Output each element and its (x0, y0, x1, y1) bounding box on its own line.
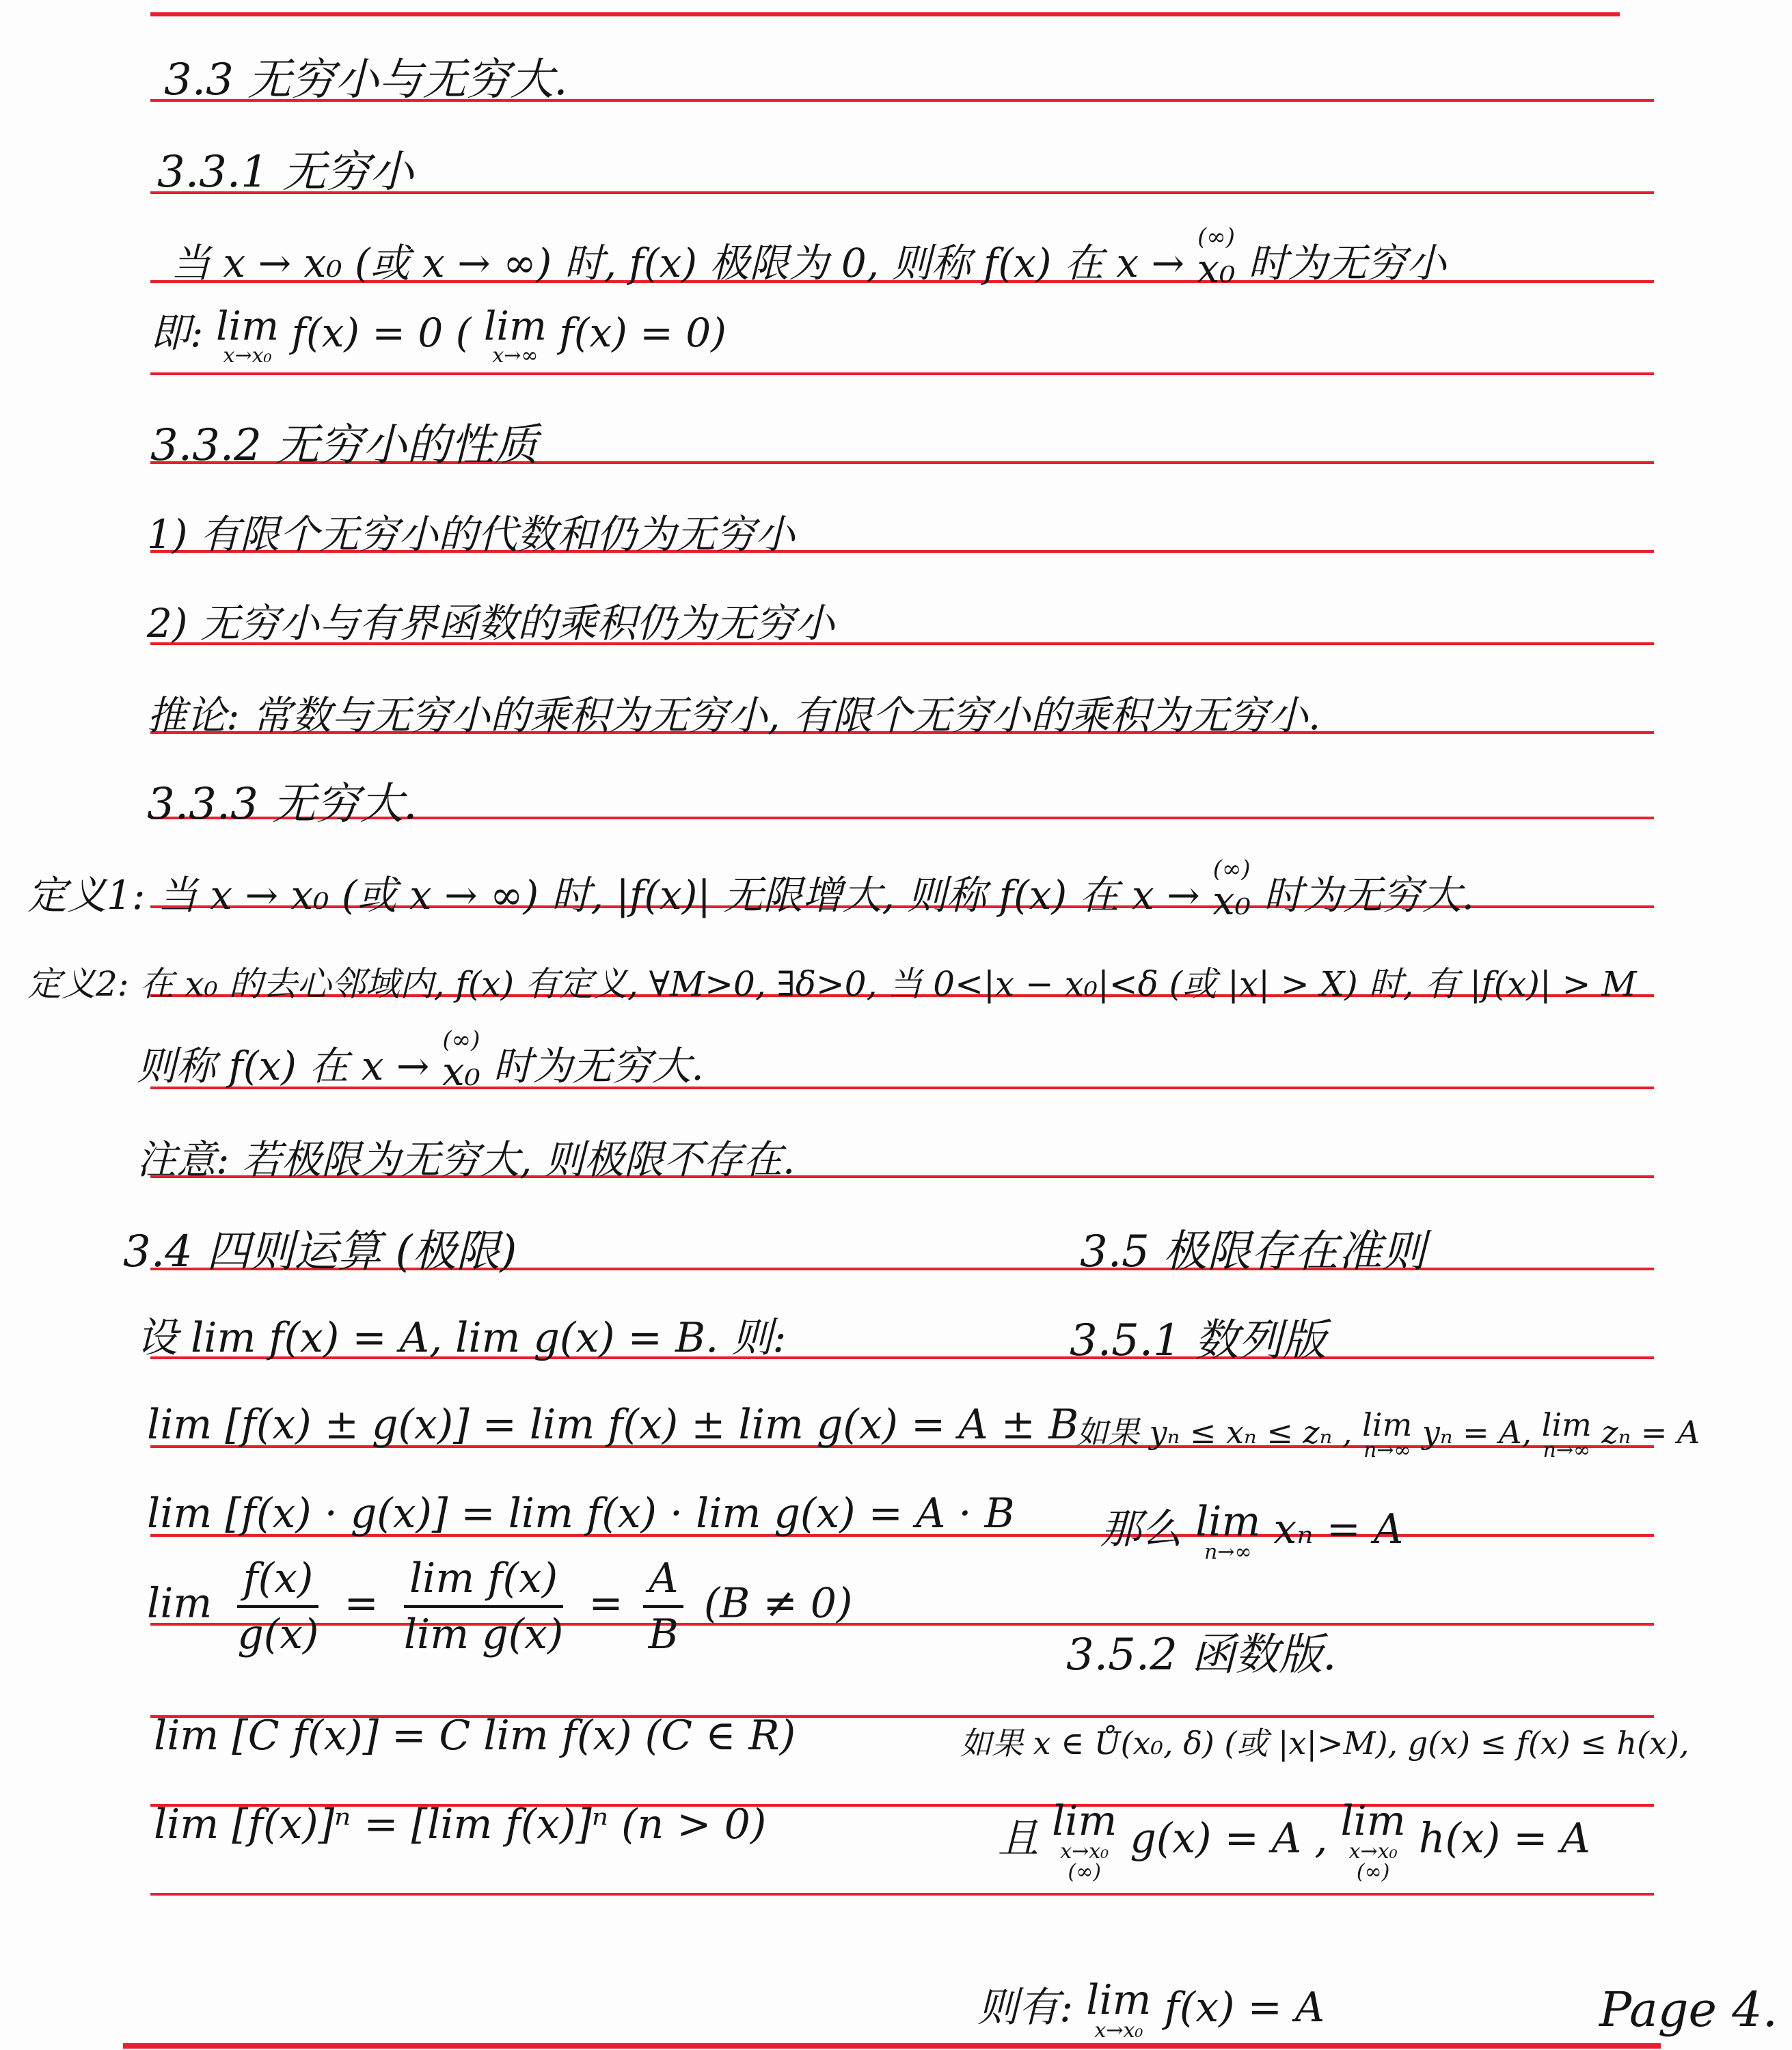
limit-value: f(x) = A (1164, 1984, 1325, 2032)
equals-sign: = (588, 1579, 623, 1628)
lim-text: lim (1086, 1976, 1152, 2025)
equals-sign: = (344, 1579, 379, 1628)
condition-text: 如果 yₙ ≤ xₙ ≤ zₙ , (1076, 1414, 1353, 1451)
rule-quotient (147, 1555, 852, 1658)
definition-end: 时为无穷大. (1263, 872, 1474, 918)
lim-subscript: x→∞ (492, 343, 539, 368)
function-conclusion (977, 1975, 1325, 2041)
infinity-marker: (∞) (1197, 223, 1235, 251)
numerator: lim f(x) (404, 1555, 563, 1608)
lim-subscript: x→x₀ (1348, 1840, 1398, 1863)
definition-text: 当 x → x₀ (或 x → ∞) 时, f(x) 极限为 0, 则称 f(x) 在 x → (171, 240, 1185, 286)
lim-subscript: x→x₀ (1094, 2019, 1143, 2043)
limit-point (1212, 856, 1251, 924)
limit-point (1197, 223, 1236, 292)
fraction (398, 1555, 569, 1658)
limit-setup: 设 lim f(x) = A, lim g(x) = B. 则: (137, 1314, 787, 1362)
definition-end: 时为无穷大. (493, 1043, 704, 1089)
limit-variable: x₀ (442, 1048, 480, 1095)
rule-power: lim [f(x)]ⁿ = [lim f(x)]ⁿ (n > 0) (154, 1801, 767, 1848)
fraction (232, 1555, 324, 1658)
conclusion-label: 则有: (977, 1984, 1074, 2032)
lim-subscript-alt: (∞) (1068, 1860, 1101, 1884)
and-label: 且 (998, 1814, 1039, 1863)
section-title-3-5-2: 3.5.2 函数版. (1066, 1630, 1337, 1680)
denominator: g(x) (237, 1611, 319, 1658)
limit-variable: x₀ (1212, 877, 1251, 924)
section-title-3-3-1: 3.3.1 无穷小 (157, 147, 414, 197)
fraction (643, 1555, 684, 1658)
function-condition: 如果 x ∈ Ů(x₀, δ) (或 |x|>M), g(x) ≤ f(x) ≤ h(x), (960, 1725, 1689, 1762)
rule-constant: lim [C f(x)] = C lim f(x) (C ∈ R) (154, 1712, 796, 1760)
lim-text: lim (1195, 1498, 1261, 1546)
function-limits (998, 1797, 1590, 1884)
section-title-3-3-2: 3.3.2 无穷小的性质 (150, 420, 539, 471)
infinity-marker: (∞) (442, 1026, 480, 1054)
infinity-definition-1 (27, 856, 1474, 924)
page-number: Page 4. (1599, 1982, 1778, 2038)
lim-subscript: n→∞ (1204, 1540, 1252, 1565)
rule-product: lim [f(x) · g(x)] = lim f(x) · lim g(x) = A · B (147, 1490, 1015, 1538)
infinitesimal-formula (150, 301, 727, 366)
lim-subscript: n→∞ (1363, 1438, 1411, 1462)
limit-value: yₙ = A, (1422, 1414, 1532, 1451)
lim-text: lim (1052, 1797, 1117, 1845)
lim-subscript-alt: (∞) (1356, 1860, 1390, 1884)
lim-text: lim (483, 302, 547, 349)
limit-expression (1195, 1498, 1261, 1565)
property-2: 2) 无穷小与有界函数的乘积仍为无穷小 (147, 600, 834, 646)
lim-text: lim (1340, 1797, 1406, 1845)
lim-text: lim (215, 302, 280, 349)
section-title-3-3: 3.3 无穷小与无穷大. (164, 55, 568, 105)
limit-expression (1362, 1406, 1413, 1462)
limit-value: h(x) = A (1418, 1814, 1590, 1863)
formula-middle: f(x) = 0 ( (291, 310, 472, 356)
note: 注意: 若极限为无穷大, 则极限不存在. (137, 1136, 796, 1183)
section-title-3-4: 3.4 四则运算 (极限) (123, 1227, 517, 1277)
denominator: B (648, 1611, 679, 1658)
limit-expression (215, 302, 280, 368)
condition: (B ≠ 0) (703, 1579, 853, 1628)
conclusion-label: 那么 (1100, 1505, 1182, 1553)
denominator: lim g(x) (403, 1611, 564, 1658)
section-title-3-3-3: 3.3.3 无穷大. (147, 779, 418, 830)
numerator: A (643, 1555, 683, 1608)
definition-end: 时为无穷小 (1247, 240, 1446, 286)
numerator: f(x) (237, 1555, 318, 1608)
lim-text: lim (1362, 1406, 1413, 1443)
limit-value: xₙ = A (1273, 1505, 1404, 1553)
sequence-condition (1076, 1408, 1700, 1461)
sequence-conclusion (1100, 1496, 1403, 1563)
limit-expression (1086, 1976, 1152, 2043)
limit-value: g(x) = A , (1130, 1814, 1328, 1863)
limit-point (442, 1026, 480, 1095)
section-title-3-5: 3.5 极限存在准则 (1080, 1227, 1426, 1277)
definition-text: 当 x → x₀ (或 x → ∞) 时, |f(x)| 无限增大, 则称 f(x) 在 x → (157, 872, 1200, 918)
limit-expression (1052, 1797, 1117, 1884)
lim-subscript: x→x₀ (1060, 1840, 1109, 1863)
limit-expression (1340, 1797, 1406, 1884)
definition-text: 则称 f(x) 在 x → (137, 1043, 430, 1089)
ie-label: 即: (150, 310, 204, 356)
property-1: 1) 有限个无穷小的代数和仍为无穷小 (147, 511, 795, 558)
infinity-marker: (∞) (1212, 856, 1251, 883)
limit-value: zₙ = A (1601, 1414, 1700, 1451)
lim-text: lim (1541, 1406, 1592, 1443)
infinity-definition-2 (27, 957, 1637, 1006)
definition-label: 定义2: (27, 964, 129, 1004)
limit-expression (1541, 1406, 1592, 1462)
definition-label: 定义1: (27, 872, 146, 918)
lim-subscript: n→∞ (1543, 1438, 1590, 1462)
formula-end: f(x) = 0) (559, 310, 727, 356)
ruled-line (150, 1893, 1654, 1896)
ruled-line (150, 372, 1654, 375)
ruled-line (123, 2043, 1661, 2049)
definition-text: 在 x₀ 的去心邻域内, f(x) 有定义, ∀M>0, ∃δ>0, 当 0<|x − x₀|<δ (或 |x| > X) 时, 有 |f(x)| > M (139, 964, 1637, 1004)
infinitesimal-definition (171, 223, 1446, 292)
limit-variable: x₀ (1197, 245, 1236, 292)
ruled-line (150, 12, 1620, 16)
lim-text: lim (147, 1579, 213, 1628)
lim-subscript: x→x₀ (223, 343, 272, 368)
section-title-3-5-1: 3.5.1 数列版 (1070, 1315, 1327, 1366)
corollary: 推论: 常数与无穷小的乘积为无穷小, 有限个无穷小的乘积为无穷小. (147, 692, 1321, 739)
infinity-definition-2-cont (137, 1026, 704, 1095)
limit-expression (483, 302, 547, 368)
rule-sum: lim [f(x) ± g(x)] = lim f(x) ± lim g(x) = A ± B (147, 1401, 1079, 1449)
